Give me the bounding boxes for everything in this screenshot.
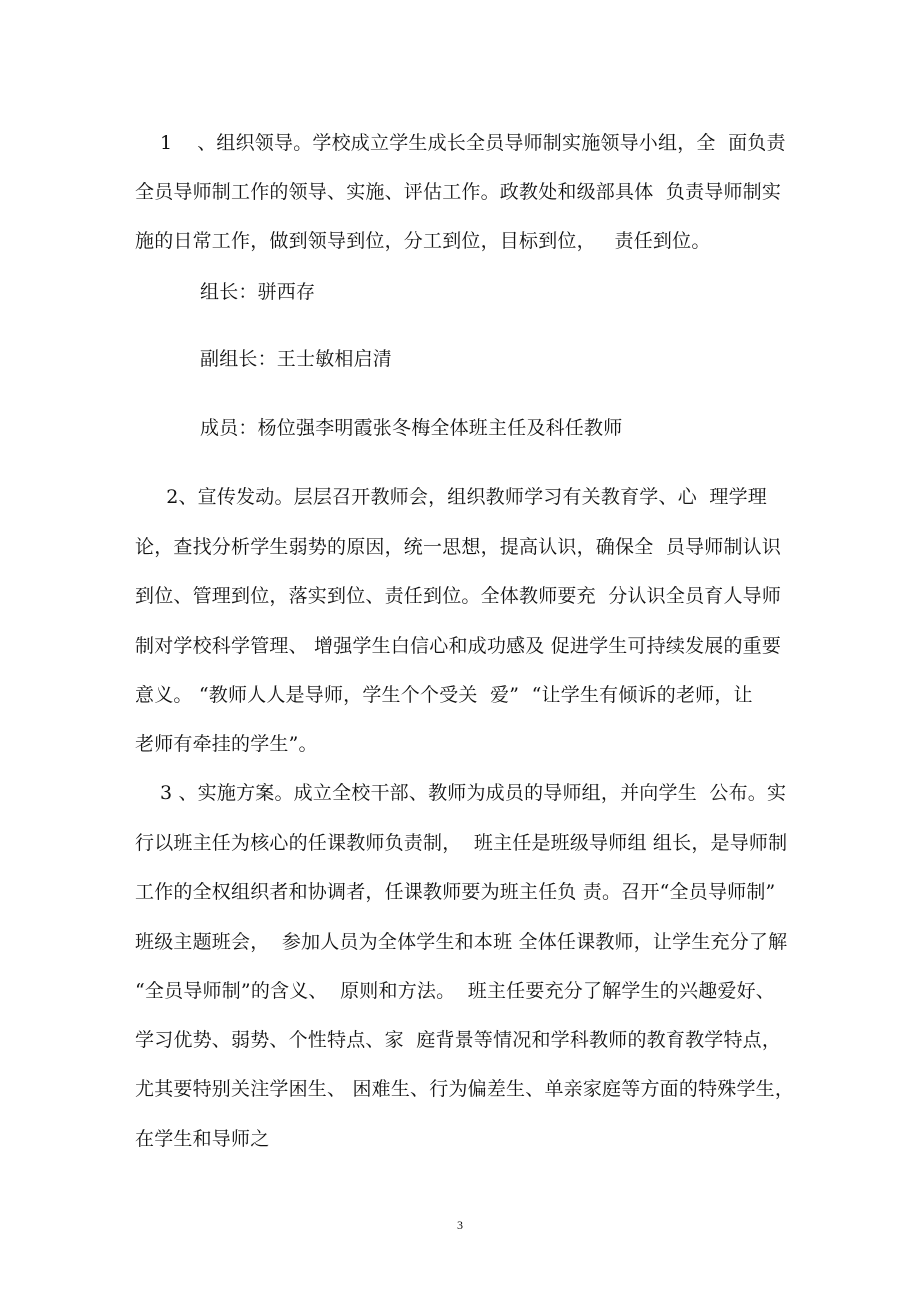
paragraph-2-line-2: 论，查找分析学生弱势的原因，统一思想，提高认识，确保全 员导师制认识 bbox=[135, 536, 782, 558]
leader-line: 组长：骈西存 bbox=[200, 281, 316, 303]
paragraph-1-line-2: 全员导师制工作的领导、实施、评估工作。政教处和级部具体 负责导师制实 bbox=[135, 181, 782, 203]
paragraph-3-line-6: 学习优势、弱势、个性特点、家 庭背景等情况和学科教师的教育教学特点， bbox=[135, 1029, 782, 1051]
paragraph-3-line-5: “全员导师制”的含义、 原则和方法。 班主任要充分了解学生的兴趣爱好、 bbox=[135, 980, 775, 1002]
paragraph-3-line-2: 行以班主任为核心的任课教师负责制， 班主任是班级导师组 组长，是导师制 bbox=[135, 832, 788, 854]
paragraph-3-line-8: 在学生和导师之 bbox=[135, 1128, 270, 1150]
paragraph-1-line-3: 施的日常工作，做到领导到位，分工到位，目标到位， 责任到位。 bbox=[135, 230, 711, 252]
members-line: 成员：杨位强李明霞张冬梅全体班主任及科任教师 bbox=[200, 417, 623, 439]
paragraph-2-line-6: 老师有牵挂的学生”。 bbox=[135, 733, 318, 755]
paragraph-2-line-5: 意义。 “教师人人是导师，学生个个受关 爱” “让学生有倾诉的老师，让 bbox=[135, 684, 753, 706]
paragraph-3-line-4: 班级主题班会， 参加人员为全体学生和本班 全体任课教师，让学生充分了解 bbox=[135, 931, 788, 953]
paragraph-2-line-1: 2、宣传发动。层层召开教师会，组织教师学习有关教育学、心 理学理 bbox=[135, 486, 767, 508]
vice-leader-line: 副组长：王士敏相启清 bbox=[200, 348, 393, 370]
page-number: 3 bbox=[457, 1218, 463, 1232]
paragraph-2-line-4: 制对学校科学管理、 增强学生白信心和成功感及 促进学生可持续发展的重要 bbox=[135, 635, 782, 657]
paragraph-3-line-1: 3 、实施方案。成立全校干部、教师为成员的导师组，并向学生 公布。实 bbox=[135, 782, 787, 804]
paragraph-3-line-3: 工作的全权组织者和协调者，任课教师要为班主任负 责。召开“全员导师制” bbox=[135, 881, 776, 903]
paragraph-1-line-1: 1 、组织领导。学校成立学生成长全员导师制实施领导小组，全 面负责 bbox=[135, 132, 786, 154]
paragraph-2-line-3: 到位、管理到位，落实到位、责任到位。全体教师要充 分认识全员育人导师 bbox=[135, 585, 782, 607]
paragraph-3-line-7: 尤其要特别关注学困生、 困难生、行为偏差生、单亲家庭等方面的特殊学生， bbox=[135, 1078, 795, 1100]
